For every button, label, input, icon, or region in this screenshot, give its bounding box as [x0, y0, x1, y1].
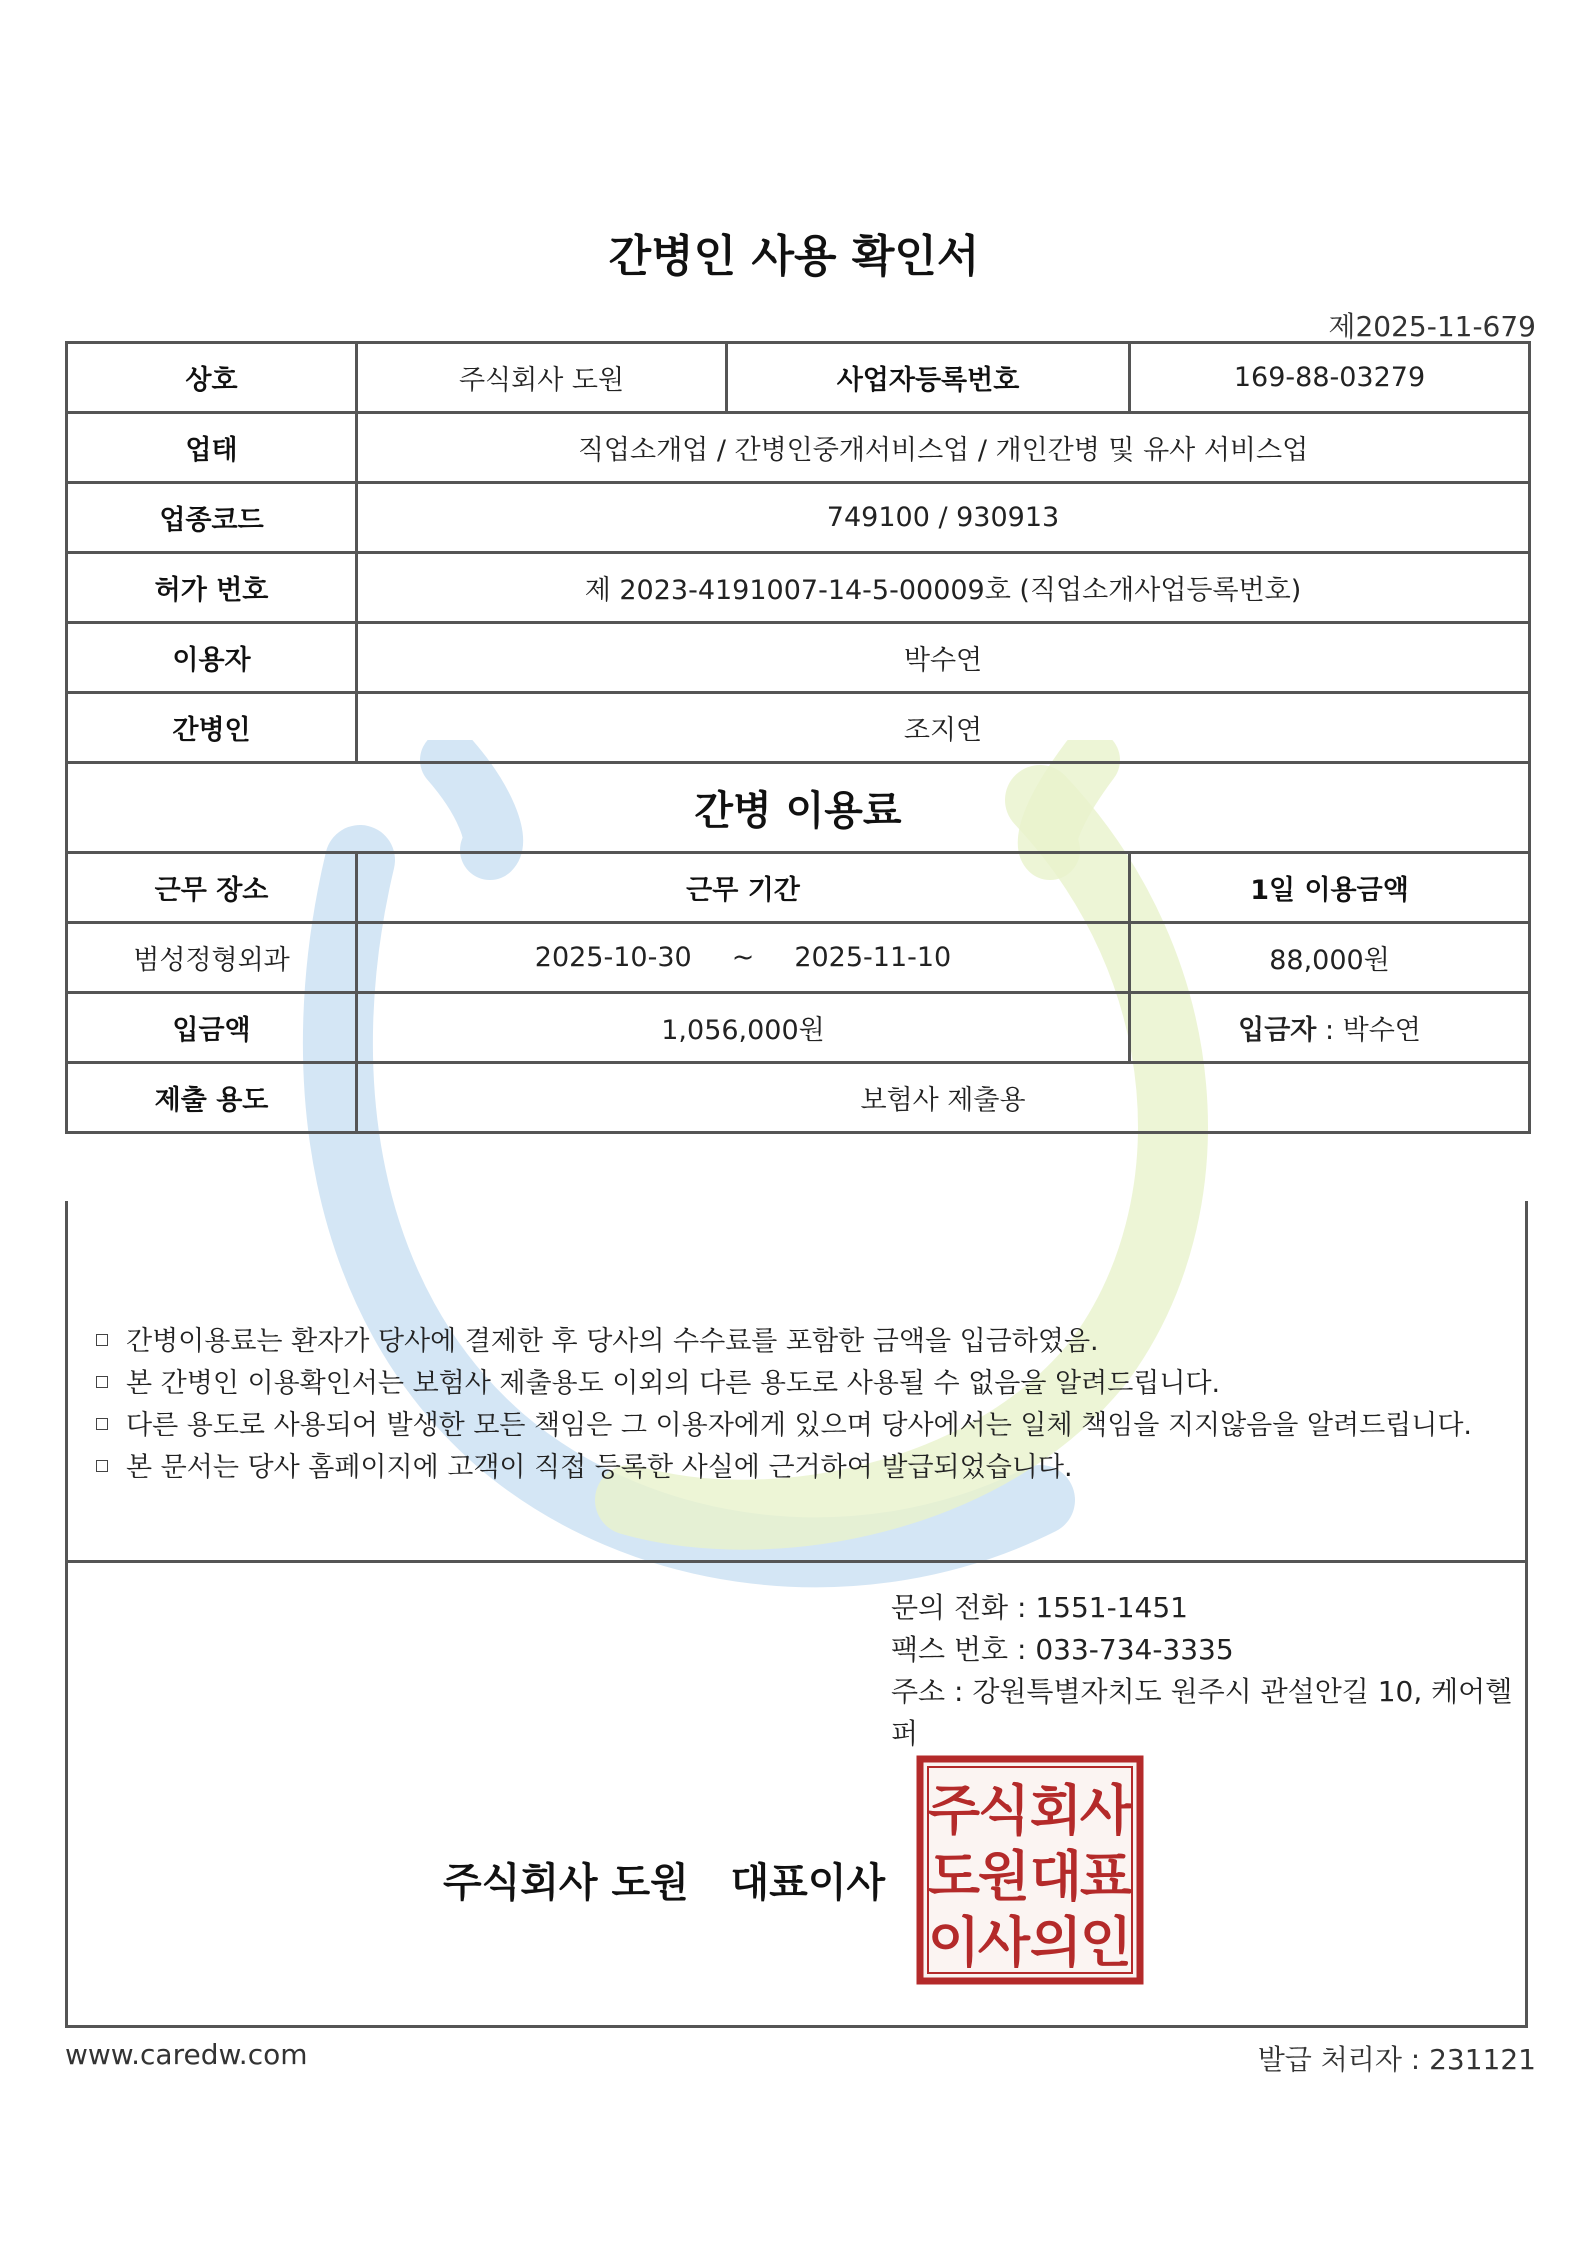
- deposit-label: 입금액: [67, 993, 357, 1063]
- place-value: 범성정형외과: [67, 923, 357, 993]
- note-text: 본 문서는 당사 홈페이지에 고객이 직접 등록한 사실에 근거하여 발급되었습니다.: [126, 1452, 1073, 1483]
- depositor-cell: [1130, 993, 1530, 1063]
- row-fee-headers: [67, 853, 1530, 923]
- representative-name: 주식회사 도원 대표이사: [443, 1860, 886, 1906]
- document-title: 간병인 사용 확인서: [608, 231, 980, 282]
- place-label: 근무 장소: [67, 853, 357, 923]
- issuer-id: 발급 처리자 : 231121: [1257, 2043, 1536, 2076]
- business-type-label: 업태: [67, 413, 357, 483]
- note-text: 다른 용도로 사용되어 발생한 모든 책임은 그 이용자에게 있으며 당사에서는 일체 책임을 지지않음을 알려드립니다.: [126, 1410, 1473, 1441]
- caregiver-value: 조지연: [357, 693, 1530, 763]
- svg-text:사: 사: [977, 1911, 1031, 1974]
- svg-text:사: 사: [1079, 1779, 1133, 1842]
- website-url: www.caredw.com: [65, 2038, 308, 2071]
- note-item: [96, 1363, 1472, 1405]
- svg-text:이: 이: [927, 1911, 981, 1974]
- row-purpose: [67, 1063, 1530, 1133]
- svg-text:도: 도: [927, 1845, 981, 1908]
- bizno-value: 169-88-03279: [1130, 343, 1530, 413]
- contact-address: 주소 : 강원특별자치도 원주시 관설안길 10, 케어헬퍼: [891, 1675, 1513, 1750]
- contact-info: [891, 1587, 1525, 1755]
- svg-text:식: 식: [977, 1779, 1031, 1842]
- license-label: 허가 번호: [67, 553, 357, 623]
- row-user: [67, 623, 1530, 693]
- svg-text:대: 대: [1029, 1845, 1083, 1908]
- square-bullet-icon: [96, 1334, 108, 1346]
- user-label: 이용자: [67, 623, 357, 693]
- industry-code-value: 749100 / 930913: [357, 483, 1530, 553]
- user-value: 박수연: [357, 623, 1530, 693]
- svg-text:주: 주: [927, 1779, 981, 1842]
- fee-section-title: 간병 이용료: [67, 763, 1530, 853]
- row-company: [67, 343, 1530, 413]
- period-separator: ~: [731, 942, 755, 973]
- company-value: 주식회사 도원: [357, 343, 727, 413]
- bizno-label: 사업자등록번호: [727, 343, 1130, 413]
- company-label: 상호: [67, 343, 357, 413]
- info-table: [65, 341, 1531, 1134]
- period-end: 2025-11-10: [794, 942, 952, 973]
- contact-fax: 팩스 번호 : 033-734-3335: [891, 1633, 1234, 1666]
- square-bullet-icon: [96, 1376, 108, 1388]
- svg-text:인: 인: [1079, 1911, 1133, 1974]
- period-value: [357, 923, 1130, 993]
- svg-text:표: 표: [1079, 1845, 1133, 1908]
- notes-list: [96, 1321, 1472, 1489]
- contact-phone: 문의 전화 : 1551-1451: [891, 1591, 1188, 1624]
- row-license: [67, 553, 1530, 623]
- period-start: 2025-10-30: [534, 942, 692, 973]
- depositor-value: 박수연: [1342, 1015, 1421, 1046]
- svg-text:원: 원: [977, 1845, 1031, 1908]
- industry-code-label: 업종코드: [67, 483, 357, 553]
- document-number: 제2025-11-679: [1328, 310, 1536, 343]
- note-item: [96, 1321, 1472, 1363]
- license-value: 제 2023-4191007-14-5-00009호 (직업소개사업등록번호): [357, 553, 1530, 623]
- purpose-value: 보험사 제출용: [357, 1063, 1530, 1133]
- note-text: 본 간병인 이용확인서는 보험사 제출용도 이외의 다른 용도로 사용될 수 없음을 알려드립니다.: [126, 1368, 1221, 1399]
- company-seal-stamp: [916, 1755, 1144, 1985]
- daily-label: 1일 이용금액: [1130, 853, 1530, 923]
- daily-value: 88,000원: [1130, 923, 1530, 993]
- note-text: 간병이용료는 환자가 당사에 결제한 후 당사의 수수료를 포함한 금액을 입금하였음.: [126, 1326, 1099, 1357]
- signature-box: [65, 1563, 1528, 2028]
- row-industry-code: [67, 483, 1530, 553]
- deposit-value: 1,056,000원: [357, 993, 1130, 1063]
- business-type-value: 직업소개업 / 간병인중개서비스업 / 개인간병 및 유사 서비스업: [357, 413, 1530, 483]
- purpose-label: 제출 용도: [67, 1063, 357, 1133]
- period-label: 근무 기간: [357, 853, 1130, 923]
- caregiver-label: 간병인: [67, 693, 357, 763]
- svg-text:의: 의: [1029, 1911, 1083, 1974]
- note-item: [96, 1405, 1472, 1447]
- row-business-type: [67, 413, 1530, 483]
- depositor-label: 입금자: [1238, 1015, 1317, 1046]
- svg-text:회: 회: [1029, 1779, 1083, 1842]
- row-caregiver: [67, 693, 1530, 763]
- square-bullet-icon: [96, 1418, 108, 1430]
- note-item: [96, 1447, 1472, 1489]
- notes-box: [65, 1201, 1528, 1563]
- depositor-colon: :: [1316, 1015, 1343, 1046]
- row-deposit: [67, 993, 1530, 1063]
- square-bullet-icon: [96, 1460, 108, 1472]
- row-fee-values: [67, 923, 1530, 993]
- row-fee-section: [67, 763, 1530, 853]
